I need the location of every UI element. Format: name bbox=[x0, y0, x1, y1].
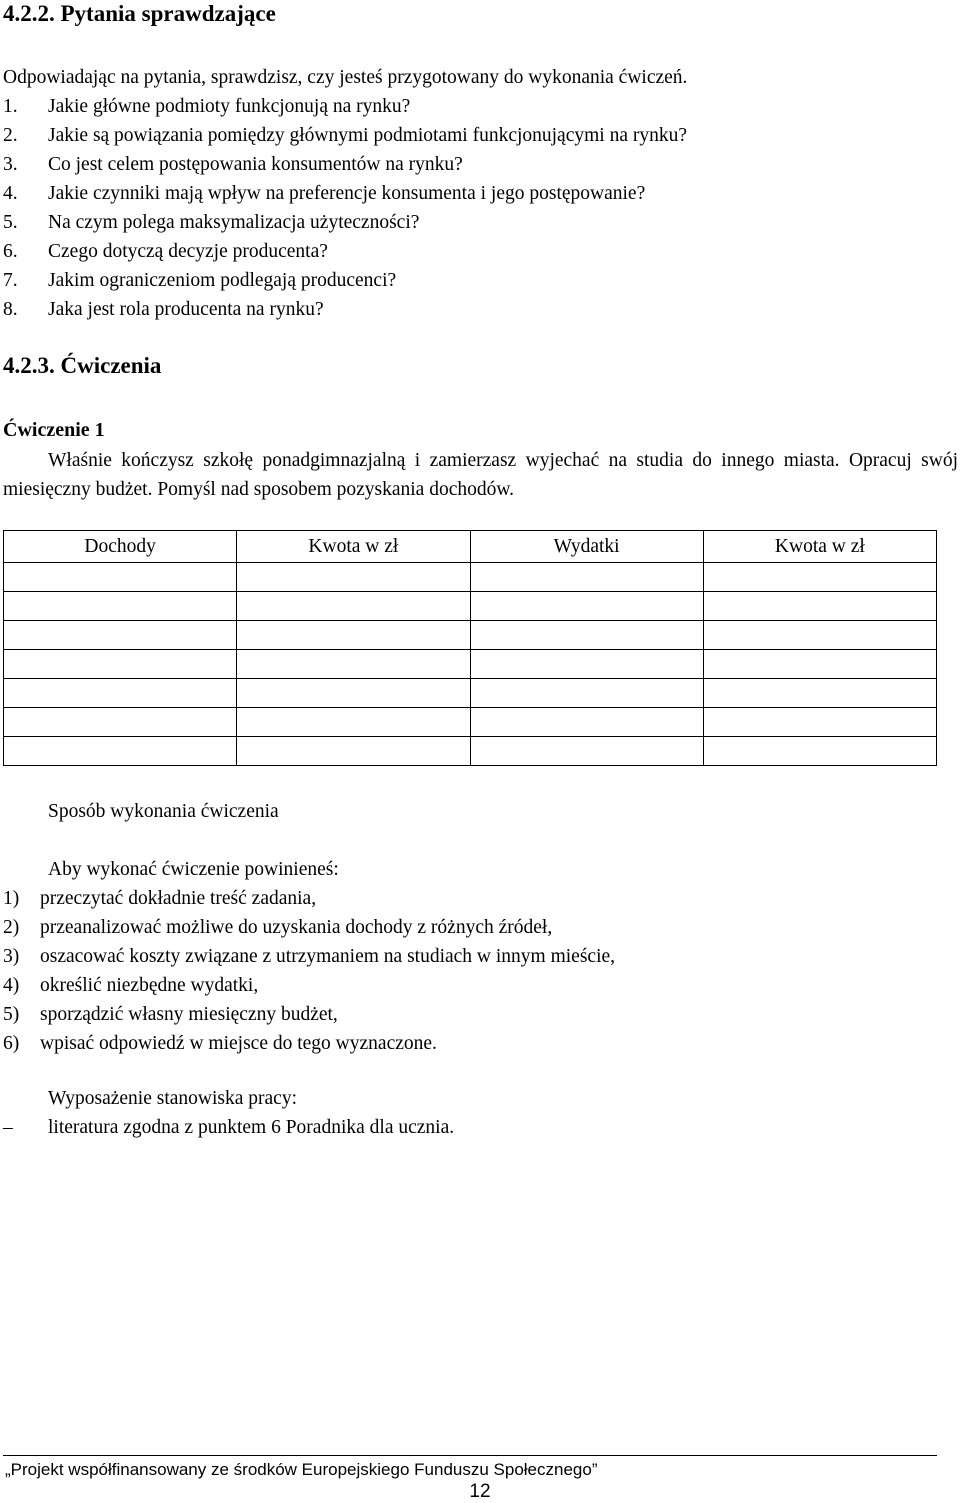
questions-intro: Odpowiadając na pytania, sprawdzisz, czy jesteś przygotowany do wykonania ćwiczeń. bbox=[3, 67, 688, 88]
list-item bbox=[3, 237, 687, 266]
table-cell[interactable] bbox=[4, 650, 237, 679]
header-expenses: Wydatki bbox=[470, 531, 703, 563]
list-item bbox=[3, 1000, 615, 1029]
table-cell[interactable] bbox=[703, 737, 936, 766]
table-cell[interactable] bbox=[4, 592, 237, 621]
exercise-description: Właśnie kończysz szkołę ponadgimnazjalną i zamierzasz wyjechać na studia do innego miasta. Opracuj swój miesięczny budżet. Pomyśl nad sposobem pozyskania dochodów. bbox=[3, 450, 958, 500]
steps-list bbox=[3, 884, 615, 1058]
table-cell[interactable] bbox=[470, 563, 703, 592]
table-row bbox=[4, 708, 937, 737]
item-number: 6. bbox=[3, 241, 18, 262]
item-number: 3. bbox=[3, 154, 18, 175]
item-number: 1. bbox=[3, 96, 18, 117]
dash-bullet: – bbox=[3, 1117, 13, 1138]
questions-list bbox=[3, 92, 687, 324]
table-row bbox=[4, 592, 937, 621]
item-text: przeanalizować możliwe do uzyskania dochody z różnych źródeł, bbox=[40, 917, 553, 938]
list-item bbox=[3, 179, 687, 208]
item-number: 5. bbox=[3, 212, 18, 233]
table-cell[interactable] bbox=[237, 737, 470, 766]
budget-table bbox=[3, 530, 937, 766]
item-number: 3) bbox=[3, 946, 20, 967]
item-text: wpisać odpowiedź w miejsce do tego wyznaczone. bbox=[40, 1033, 437, 1054]
item-number: 4) bbox=[3, 975, 20, 996]
list-item bbox=[3, 971, 615, 1000]
table-cell[interactable] bbox=[703, 708, 936, 737]
item-text: Jaka jest rola producenta na rynku? bbox=[48, 299, 324, 320]
table-row bbox=[4, 679, 937, 708]
table-cell[interactable] bbox=[470, 650, 703, 679]
list-item bbox=[3, 92, 687, 121]
item-text: Co jest celem postępowania konsumentów na rynku? bbox=[48, 154, 463, 175]
item-number: 1) bbox=[3, 888, 20, 909]
item-text: Jakie główne podmioty funkcjonują na rynku? bbox=[48, 96, 411, 117]
table-cell[interactable] bbox=[470, 708, 703, 737]
item-text: Na czym polega maksymalizacja użyteczności? bbox=[48, 212, 420, 233]
item-number: 8. bbox=[3, 299, 18, 320]
header-expenses-amount: Kwota w zł bbox=[703, 531, 936, 563]
table-row bbox=[4, 621, 937, 650]
item-text: literatura zgodna z punktem 6 Poradnika dla ucznia. bbox=[48, 1117, 455, 1138]
list-item bbox=[3, 913, 615, 942]
table-cell[interactable] bbox=[470, 592, 703, 621]
table-cell[interactable] bbox=[703, 563, 936, 592]
page-number: 12 bbox=[469, 1481, 491, 1502]
footer-divider bbox=[3, 1455, 937, 1456]
table-cell[interactable] bbox=[470, 679, 703, 708]
table-cell[interactable] bbox=[237, 708, 470, 737]
table-cell[interactable] bbox=[237, 592, 470, 621]
list-item bbox=[3, 295, 687, 324]
item-text: Jakim ograniczeniom podlegają producenci? bbox=[48, 270, 397, 291]
list-item bbox=[3, 150, 687, 179]
table-row bbox=[4, 563, 937, 592]
table-cell[interactable] bbox=[703, 621, 936, 650]
item-number: 6) bbox=[3, 1033, 20, 1054]
item-text: Jakie są powiązania pomiędzy głównymi podmiotami funkcjonującymi na rynku? bbox=[48, 125, 688, 146]
header-income: Dochody bbox=[4, 531, 237, 563]
table-cell[interactable] bbox=[237, 563, 470, 592]
list-item bbox=[3, 942, 615, 971]
table-cell[interactable] bbox=[470, 737, 703, 766]
item-text: Czego dotyczą decyzje producenta? bbox=[48, 241, 328, 262]
table-cell[interactable] bbox=[4, 679, 237, 708]
section-title-exercises: 4.2.3. Ćwiczenia bbox=[3, 353, 162, 378]
section-title-questions: 4.2.2. Pytania sprawdzające bbox=[3, 1, 276, 26]
table-cell[interactable] bbox=[4, 737, 237, 766]
table-row bbox=[4, 737, 937, 766]
equipment-heading: Wyposażenie stanowiska pracy: bbox=[48, 1088, 297, 1109]
item-text: oszacować koszty związane z utrzymaniem na studiach w innym mieście, bbox=[40, 946, 616, 967]
table-cell[interactable] bbox=[4, 563, 237, 592]
list-item bbox=[3, 1029, 615, 1058]
method-heading: Sposób wykonania ćwiczenia bbox=[48, 801, 279, 822]
steps-intro: Aby wykonać ćwiczenie powinieneś: bbox=[48, 859, 339, 880]
table-row bbox=[4, 650, 937, 679]
list-item bbox=[3, 266, 687, 295]
list-item bbox=[3, 884, 615, 913]
exercise-title: Ćwiczenie 1 bbox=[3, 419, 105, 441]
item-number: 4. bbox=[3, 183, 18, 204]
list-item bbox=[3, 121, 687, 150]
table-cell[interactable] bbox=[4, 621, 237, 650]
item-text: sporządzić własny miesięczny budżet, bbox=[40, 1004, 338, 1025]
table-cell[interactable] bbox=[470, 621, 703, 650]
item-text: określić niezbędne wydatki, bbox=[40, 975, 259, 996]
table-cell[interactable] bbox=[237, 679, 470, 708]
header-income-amount: Kwota w zł bbox=[237, 531, 470, 563]
item-number: 2. bbox=[3, 125, 18, 146]
table-cell[interactable] bbox=[237, 621, 470, 650]
table-cell[interactable] bbox=[703, 679, 936, 708]
item-number: 7. bbox=[3, 270, 18, 291]
item-text: przeczytać dokładnie treść zadania, bbox=[40, 888, 317, 909]
table-cell[interactable] bbox=[237, 650, 470, 679]
table-cell[interactable] bbox=[703, 650, 936, 679]
table-cell[interactable] bbox=[703, 592, 936, 621]
item-number: 5) bbox=[3, 1004, 20, 1025]
item-number: 2) bbox=[3, 917, 20, 938]
table-cell[interactable] bbox=[4, 708, 237, 737]
table-header-row bbox=[4, 531, 937, 563]
footer-note: „Projekt współfinansowany ze środków Europejskiego Funduszu Społecznego” bbox=[5, 1460, 598, 1479]
list-item bbox=[3, 208, 687, 237]
item-text: Jakie czynniki mają wpływ na preferencje konsumenta i jego postępowanie? bbox=[48, 183, 646, 204]
